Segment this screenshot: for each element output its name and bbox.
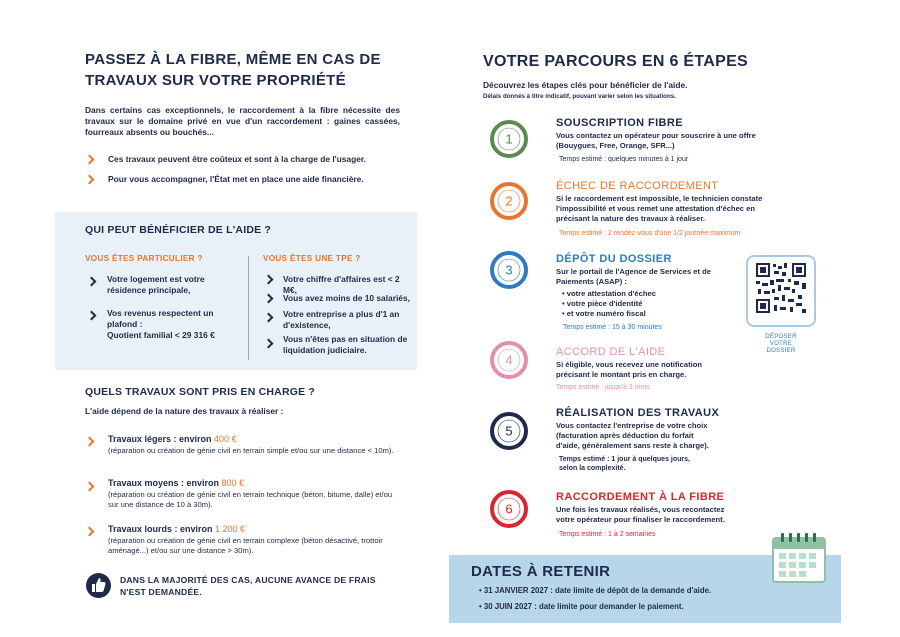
chevron-icon bbox=[85, 155, 95, 165]
step-5-text-1: Vous contactez l'entreprise de votre choix bbox=[556, 421, 708, 430]
step-3-badge bbox=[490, 251, 528, 289]
works-light: Travaux légers : environ 400 € bbox=[108, 434, 237, 444]
individual-item-1: Votre logement est votre résidence principale, bbox=[107, 274, 205, 295]
dates-title: DATES À RETENIR bbox=[471, 563, 611, 580]
step-3-number: 3 bbox=[505, 262, 513, 278]
chevron-icon bbox=[85, 437, 95, 447]
step-4-title: ACCORD DE L'AIDE bbox=[556, 346, 666, 358]
step-2-badge bbox=[490, 182, 528, 220]
left-title-line1: PASSEZ À LA FIBRE, MÊME EN CAS DE bbox=[85, 51, 381, 68]
chevron-icon bbox=[264, 294, 274, 304]
works-medium: Travaux moyens : environ 800 € bbox=[108, 478, 245, 488]
thumbs-up-icon bbox=[86, 573, 111, 598]
individual-heading: VOUS ÊTES PARTICULIER ? bbox=[85, 254, 203, 263]
step-3-text-1: Sur le portail de l'Agence de Services et de bbox=[556, 267, 712, 276]
eligibility-box bbox=[55, 212, 417, 370]
chevron-icon bbox=[85, 482, 95, 492]
step-5-title: RÉALISATION DES TRAVAUX bbox=[556, 407, 720, 419]
works-title: QUELS TRAVAUX SONT PRIS EN CHARGE ? bbox=[85, 386, 316, 398]
step-5-time-1: Temps estimé : 1 jour à quelques jours, bbox=[559, 456, 690, 463]
step-6-text-1: Une fois les travaux réalisés, vous recontactez bbox=[556, 505, 725, 514]
step-6-text-2: votre opérateur pour finaliser le raccordement. bbox=[556, 515, 725, 524]
step-5-number: 5 bbox=[505, 423, 513, 439]
chevron-icon bbox=[85, 175, 95, 185]
qr-caption: DÉPOSER VOTRE DOSSIER bbox=[765, 334, 797, 354]
step-5-text-2: (facturation après déduction du forfait bbox=[556, 431, 694, 440]
works-heavy: Travaux lourds : environ 1 200 € bbox=[108, 524, 246, 534]
calendar-icon bbox=[770, 530, 830, 584]
step-2-text-3: précisant la nature des travaux à réaliser. bbox=[556, 214, 706, 223]
individual-item-2: Vos revenus respectent un plafond : bbox=[107, 308, 214, 329]
works-heavy-detail: (réparation ou création de génie civil en terrain complexe (béton désactivé, trottoir aménagé...) et/ou sur une distance > 30m). bbox=[108, 536, 383, 555]
intro-paragraph: Dans certains cas exceptionnels, le raccordement à la fibre nécessite des travaux sur le domaine privé en vue d'un raccordement : gaines cassées, fourreaux absents ou bouchés... bbox=[85, 105, 400, 137]
works-light-detail: (réparation ou création de génie civil en terrain simple et/ou sur une distance < 10m). bbox=[108, 446, 394, 455]
date-item-1: • 31 JANVIER 2027 : date limite de dépôt de la demande d'aide. bbox=[479, 586, 712, 595]
notice-line2: N'EST DEMANDÉE. bbox=[120, 587, 202, 597]
step-5-time-2: selon la complexité. bbox=[559, 465, 626, 472]
business-item-4: Vous n'êtes pas en situation de liquidation judiciaire. bbox=[283, 334, 408, 355]
works-intro: L'aide dépend de la nature des travaux à réaliser : bbox=[85, 406, 284, 416]
step-3-list-3: • et votre numéro fiscal bbox=[562, 309, 646, 318]
business-item-1: Votre chiffre d'affaires est < 2 M€, bbox=[283, 274, 400, 295]
left-title-line2: TRAVAUX SUR VOTRE PROPRIÉTÉ bbox=[85, 72, 346, 89]
business-heading: VOUS ÊTES UNE TPE ? bbox=[263, 254, 361, 263]
chevron-icon bbox=[264, 339, 274, 349]
step-2-time: Temps estimé : 2 rendez-vous d'une 1/2 journée maximum bbox=[559, 230, 741, 237]
step-5-text-3: d'aide, généralement sans reste à charge). bbox=[556, 441, 709, 450]
right-note: Délais donnés à titre indicatif, pouvant varier selon les situations. bbox=[483, 93, 676, 100]
step-1-number: 1 bbox=[505, 131, 513, 147]
column-divider bbox=[248, 256, 249, 360]
individual-item-3: Quotient familial < 29 316 € bbox=[107, 330, 215, 340]
step-4-time: Temps estimé : jusqu'à 3 mois bbox=[556, 384, 650, 391]
step-3-list-1: • votre attestation d'échec bbox=[562, 289, 656, 298]
step-4-badge bbox=[490, 341, 528, 379]
step-4-text-2: précisant le montant pris en charge. bbox=[556, 370, 687, 379]
step-3-text-2: Paiements (ASAP) : bbox=[556, 277, 627, 286]
chevron-icon bbox=[264, 275, 274, 285]
step-2-text-1: Si le raccordement est impossible, le technicien constate bbox=[556, 194, 763, 203]
qr-code-icon bbox=[748, 259, 814, 319]
date-item-2: • 30 JUIN 2027 : date limite pour demander le paiement. bbox=[479, 602, 684, 611]
right-title: VOTRE PARCOURS EN 6 ÉTAPES bbox=[483, 53, 749, 70]
step-1-time: Temps estimé : quelques minutes à 1 jour bbox=[559, 156, 689, 163]
step-3-list-2: • votre pièce d'identité bbox=[562, 299, 643, 308]
chevron-icon bbox=[87, 277, 97, 287]
step-1-title: SOUSCRIPTION FIBRE bbox=[556, 117, 683, 129]
step-1-text-2: (Bouygues, Free, Orange, SFR...) bbox=[556, 141, 675, 150]
step-1-badge bbox=[490, 120, 528, 158]
step-4-text-1: Si éligible, vous recevez une notification bbox=[556, 360, 703, 369]
qr-code-frame[interactable] bbox=[746, 255, 816, 327]
step-6-title: RACCORDEMENT À LA FIBRE bbox=[556, 491, 725, 503]
step-6-number: 6 bbox=[505, 501, 513, 517]
chevron-icon bbox=[264, 313, 274, 323]
chevron-icon bbox=[87, 311, 97, 321]
business-item-3: Votre entreprise a plus d'1 an d'existence, bbox=[283, 309, 400, 330]
chevron-icon bbox=[85, 527, 95, 537]
bullet-aid: Pour vous accompagner, l'État met en place une aide financière. bbox=[108, 174, 364, 184]
step-3-time: Temps estimé : 15 à 30 minutes bbox=[563, 324, 662, 331]
step-4-number: 4 bbox=[505, 352, 513, 368]
notice-line1: DANS LA MAJORITÉ DES CAS, AUCUNE AVANCE DE FRAIS bbox=[120, 575, 376, 585]
step-2-text-2: l'impossibilité et vous remet une attestation d'échec en bbox=[556, 204, 755, 213]
step-6-time: Temps estimé : 1 à 2 semaines bbox=[559, 531, 656, 538]
step-5-badge bbox=[490, 412, 528, 450]
step-2-title: ÉCHEC DE RACCORDEMENT bbox=[556, 180, 719, 192]
step-2-number: 2 bbox=[505, 193, 513, 209]
eligibility-title: QUI PEUT BÉNÉFICIER DE L'AIDE ? bbox=[85, 224, 272, 236]
step-6-badge bbox=[490, 490, 528, 528]
bullet-cost: Ces travaux peuvent être coûteux et sont à la charge de l'usager. bbox=[108, 154, 366, 164]
step-1-text-1: Vous contactez un opérateur pour souscrire à une offre bbox=[556, 131, 756, 140]
business-item-2: Vous avez moins de 10 salariés, bbox=[283, 293, 410, 303]
step-3-title: DÉPÔT DU DOSSIER bbox=[556, 253, 672, 265]
works-medium-detail: (réparation ou création de génie civil en terrain technique (béton, bitume, dalle) et/ou sur une distance de 10 à 30m). bbox=[108, 490, 393, 509]
right-subtitle: Découvrez les étapes clés pour bénéficier de l'aide. bbox=[483, 80, 688, 90]
